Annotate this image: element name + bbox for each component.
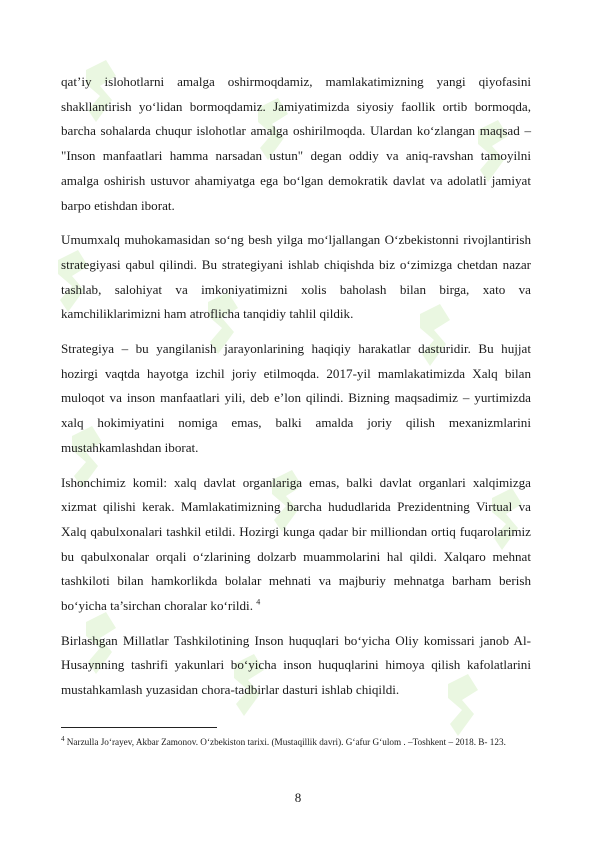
paragraph-text: Birlashgan Millatlar Tashkilotining Inson huquqlari bo‘yicha Oliy komissari janob Al-Husaynning tashrifi yakunlari bo‘yicha inson huquqlarini himoya qilish kafolatlarini mustahkamlash yuzasidan chora-tadbirlar dasturi ishlab chiqildi.: [61, 632, 531, 698]
footnote-reference[interactable]: 4: [256, 597, 261, 607]
body-text: [61, 70, 531, 713]
paragraph: [61, 70, 531, 218]
footnote-marker: 4: [61, 734, 65, 743]
paragraph: [61, 471, 531, 619]
footnote: [61, 734, 531, 751]
footnote-divider: [61, 727, 217, 728]
paragraph: [61, 228, 531, 327]
paragraph: [61, 629, 531, 703]
paragraph-text: Ishonchimiz komil: xalq davlat organlariga emas, balki davlat organlari xalqimizga xizmat qilishi kerak. Mamlakatimizning barcha hududlarida Prezidentning Virtual va Xalq qabulxonalari tashkil etildi. Hozirgi kunga qadar bir milliondan ortiq fuqarolarimiz bu qabulxonalar orqali o‘zlarining dolzarb muammolarini hal qildi. Xalqaro mehnat tashkiloti bilan hamkorlikda bolalar mehnati va majburiy mehnatga barham berish bo‘yicha ta’sirchan choralar ko‘rildi.: [61, 474, 531, 614]
paragraph-text: Umumxalq muhokamasidan so‘ng besh yilga mo‘ljallangan O‘zbekistonni rivojlantirish strategiyasi qabul qilindi. Bu strategiyani ishlab chiqishda biz o‘zimizga chetdan nazar tashlab, salohiyat va imkoniyatimizni xolis baholash bilan birga, xato va kamchiliklarimizni ham atroflicha tanqidiy tahlil qildik.: [61, 232, 531, 322]
footnote-text: Narzulla Jo‘rayev, Akbar Zamonov. O‘zbekiston tarixi. (Mustaqillik davri). G‘afur G‘ulom . –Toshkent – 2018. B- 123.: [66, 737, 506, 747]
paragraph: [61, 337, 531, 461]
paragraph-text: qat’iy islohotlarni amalga oshirmoqdamiz, mamlakatimizning yangi qiyofasini shakllantirish yo‘lidan bormoqdamiz. Jamiyatimizda siyosiy faollik ortib bormoqda, barcha sohalarda chuqur islohotlar amalga oshirilmoqda. Ulardan ko‘zlangan maqsad – "Inson manfaatlari hamma narsadan ustun" degan oddiy va aniq-ravshan tamoyilni amalga oshirish ustuvor ahamiyatga ega bo‘lgan demokratik davlat va adolatli jamiyat barpo etishdan iborat.: [61, 74, 531, 213]
paragraph-text: Strategiya – bu yangilanish jarayonlarining haqiqiy harakatlar dasturidir. Bu hujjat hozirgi vaqtda hayotga izchil joriy etilmoqda. 2017-yil mamlakatimizda Xalq bilan muloqot va inson manfaatlari yili, deb e’lon qilindi. Bizning maqsadimiz – yurtimizda xalq hokimiyatini nomiga emas, balki amalda joriy qilish mexanizmlarini mustahkamlashdan iborat.: [61, 341, 531, 455]
page-number: 8: [294, 790, 302, 805]
